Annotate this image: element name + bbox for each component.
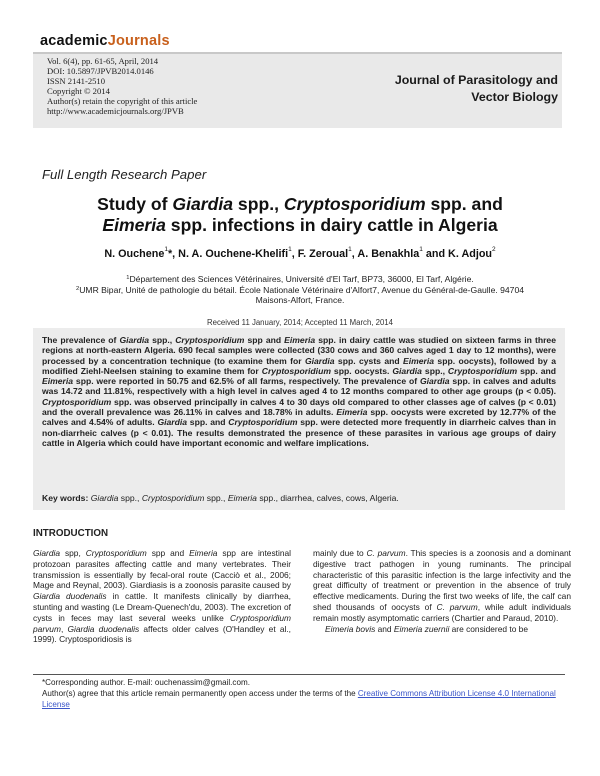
author-4: A. Benakhla$^1$ and xyxy=(357,246,449,260)
author-list xyxy=(40,248,560,260)
meta-rights: Author(s) retain the copyright of this article xyxy=(47,96,198,106)
keywords-label: Key words: xyxy=(42,493,91,503)
author-3: F. Zeroual$^1$, xyxy=(297,246,358,260)
body-column-left xyxy=(33,548,291,645)
paragraph: Eimeria bovis and Eimeria zuernii are considered to be xyxy=(325,623,528,634)
paragraph: Giardia spp, Cryptosporidium spp and Eimeria spp are intestinal protozoan parasites affecting cattle and many vertebrates. Their transmission is essentially by fecal-oral route (Cacciò et al., 2006; Mage and Reynal, 2003). Giardiasis is a zoonosis parasite caused by Giardia duodenalis in cattle. It manifests clinically by diarrhea, stunting and wasting (Le Dream-Quenech'du, 2003). The excretion of cysts in feces may last several weeks unlike Cryptosporidium parvum, Giardia duodenalis affects older calves (O'Handley et al., 1999). Cryptosporidiosis is xyxy=(33,548,292,645)
affiliations xyxy=(60,274,540,306)
corresponding-author: *Corresponding author. E-mail: ouchenassim@gmail.com. xyxy=(42,678,250,687)
journal-name-line1: Journal of Parasitology and xyxy=(394,73,558,87)
footnote-divider xyxy=(33,674,565,675)
paper-title xyxy=(50,194,550,236)
logo-part2: Journals xyxy=(107,33,170,49)
author-1: N. Ouchene$^1$*, xyxy=(104,246,179,260)
meta-issn: ISSN 2141-2510 xyxy=(47,76,106,86)
body-column-right xyxy=(313,548,571,634)
paragraph: mainly due to C. parvum. This species is a zoonosis and a dominant digestive tract pathogen in young ruminants. The principal characteristic of this parasitic infection is the large infectivity and the great difficulty of treatment or prevention in the absence of truly effective medicaments. During the first two weeks of life, the calf can shed thousands of oocysts of C. parvum, while adult individuals remain mostly asymptomatic carriers (Chartier and Paraud, 2010). xyxy=(313,548,571,623)
header-meta xyxy=(47,56,197,116)
meta-url[interactable]: http://www.academicjournals.org/JPVB xyxy=(47,106,184,116)
license-link[interactable]: Creative Commons Attribution License 4.0 International License xyxy=(42,689,556,709)
meta-volume: Vol. 6(4), pp. 61-65, April, 2014 xyxy=(47,56,159,66)
author-2: N. A. Ouchene-Khelifi$^1$, xyxy=(178,246,298,260)
author-5: K. Adjou$^2$ xyxy=(448,246,496,260)
article-type: Full Length Research Paper xyxy=(42,167,207,182)
affiliation-2: $^2$UMR Bipar, Unité de pathologie du bétail. École Nationale Vétérinaire d'Alfort7, Avenue du Général-de-Gaulle. 94704 Maisons-Alfort, France. xyxy=(75,284,525,306)
journal-name xyxy=(378,72,558,106)
footnote xyxy=(42,677,562,710)
affiliation-1: $^1$Département des Sciences Vétérinaires, Université d'El Tarf, BP73, 36000, El Tarf, Algérie. xyxy=(126,274,474,284)
meta-copyright: Copyright © 2014 xyxy=(47,86,110,96)
keywords: Key words: Giardia spp., Cryptosporidium spp., Eimeria spp., diarrhea, calves, cows, Algeria. xyxy=(42,493,399,503)
logo-part1: academic xyxy=(40,33,108,49)
received-dates: Received 11 January, 2014; Accepted 11 March, 2014 xyxy=(207,318,393,327)
title-line2: Eimeria spp. infections in dairy cattle in Algeria xyxy=(102,215,498,235)
meta-doi: DOI: 10.5897/JPVB2014.0146 xyxy=(47,66,154,76)
license-note: Author(s) agree that this article remain permanently open access under the terms of the Creative Commons Attribution License 4.0 International License xyxy=(42,689,556,709)
journal-name-line2: Vector Biology xyxy=(471,90,558,104)
title-line1: Study of Giardia spp., Cryptosporidium spp. and xyxy=(97,194,503,214)
section-heading-introduction: INTRODUCTION xyxy=(33,528,109,539)
publisher-logo xyxy=(40,33,170,49)
abstract-text: The prevalence of Giardia spp., Cryptosporidium spp and Eimeria spp. in dairy cattle was studied on sixteen farms in three regions at north-eastern Algeria. 690 fecal samples were collected (330 cows and 360 calves aged 1 day to 12 months), were processed by a concentration technique (to examine them for Giardia spp. cysts and Eimeria spp. oocysts), followed by a modified Ziehl-Neelsen staining to examine them for Cryptosporidium spp. oocysts. Giardia spp., Cryptosporidium spp. and Eimeria spp. were reported in 50.75 and 62.5% of all farms, respectively. The prevalence of Giardia spp. in calves and adults was 14.72 and 11.81%, respectively with a high level in calves aged 4 to 12 months compared to other age groups (p < 0.05). Cryptosporidium spp. was observed principally in calves 4 to 30 days old compared to other classes age of calves (p < 0.01) and the overall prevalence was 26.11% in calves and 18.78% in adults. Eimeria spp. oocysts were excreted by 12.77% of the calves and 4.54% of adults. Giardia spp. and Cryptosporidium spp. were detected more frequently in diarrheic calves than in non-diarrheic calves (p < 0.01). The results demonstrated the presence of these parasites in various age groups of dairy cattle in Algeria which could have important economic and welfare implications. xyxy=(42,335,557,448)
